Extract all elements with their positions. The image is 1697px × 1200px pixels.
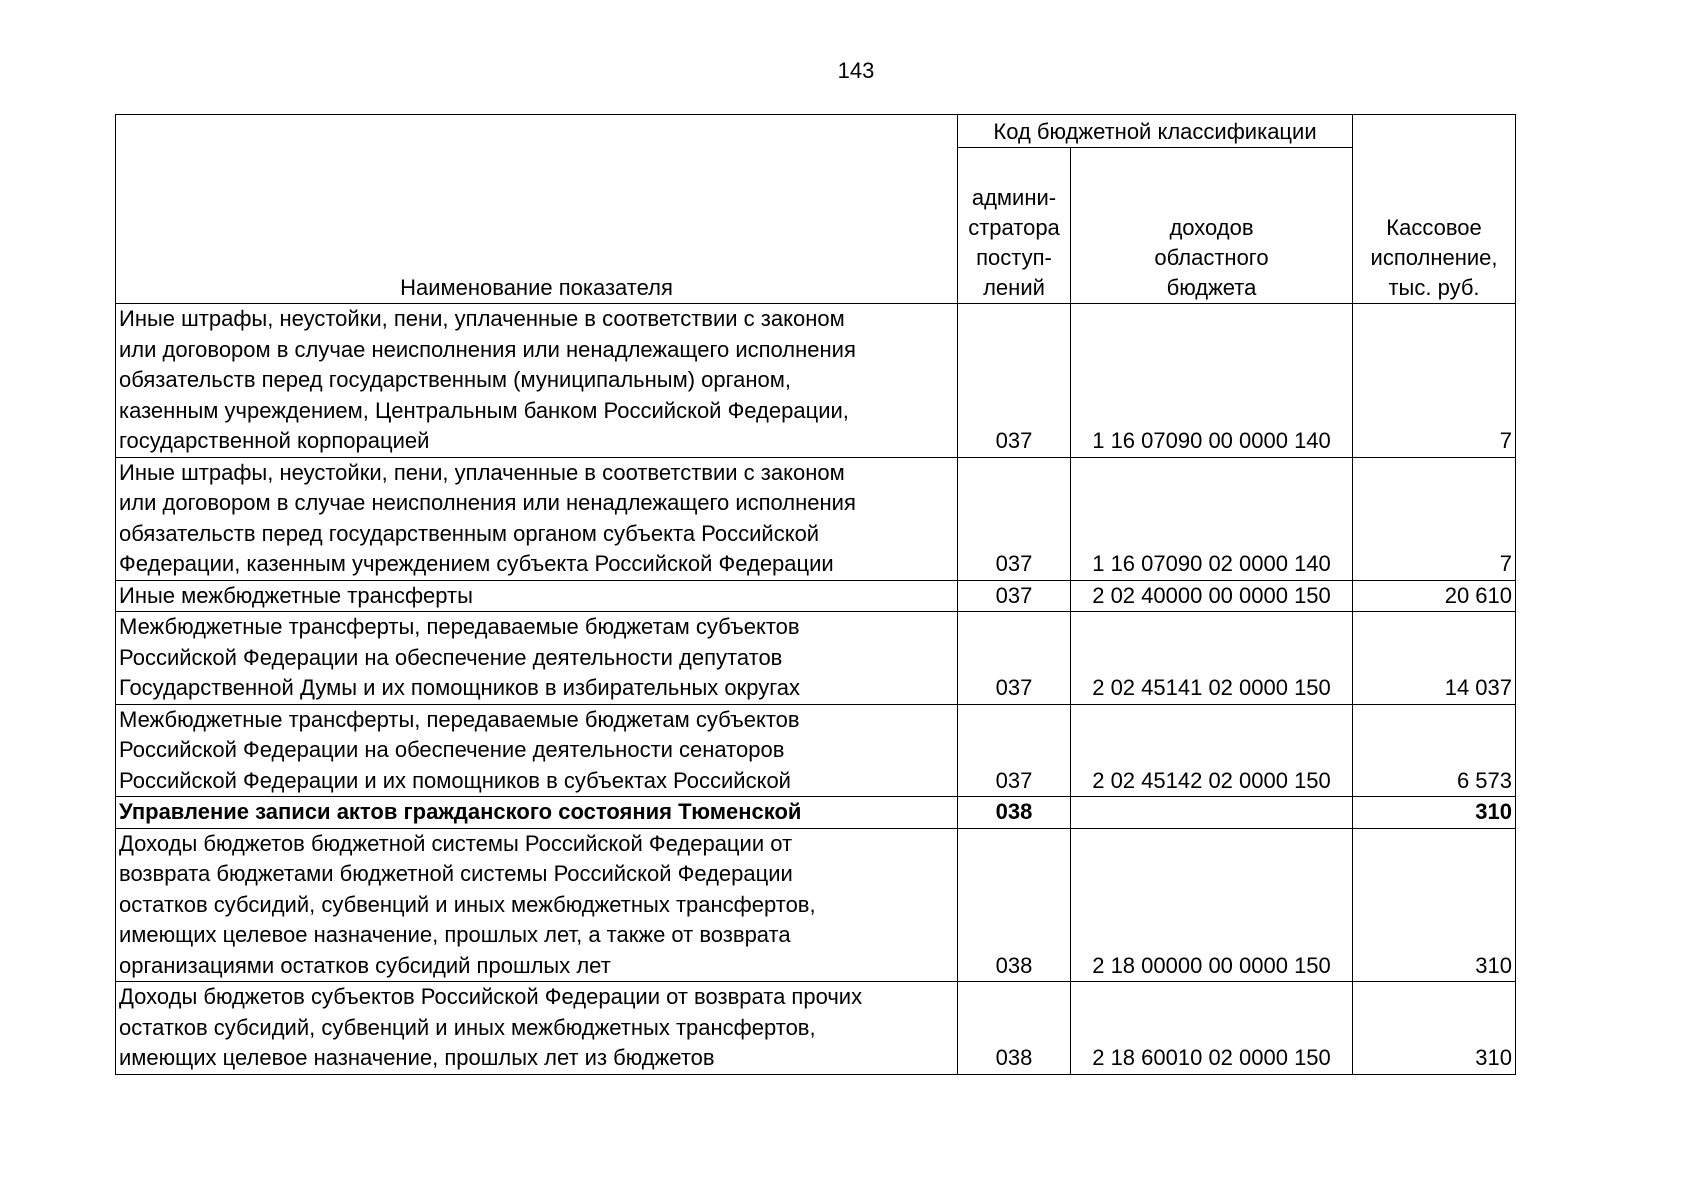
row-name-line: Иные штрафы, неустойки, пени, уплаченные в соответствии с законом	[119, 306, 845, 331]
row-name	[116, 797, 958, 829]
row-name-line: Межбюджетные трансферты, передаваемые бюджетам субъектов	[119, 614, 800, 639]
row-kbk-code: 2 18 60010 02 0000 150	[1071, 982, 1353, 1075]
row-kbk-code: 1 16 07090 02 0000 140	[1071, 457, 1353, 580]
page-number: 143	[837, 58, 875, 83]
row-kbk-code: 2 02 45142 02 0000 150	[1071, 704, 1353, 797]
header-kbk-line: доходов	[1169, 215, 1254, 240]
row-name-line: государственной корпорацией	[119, 428, 430, 453]
row-name-line: Российской Федерации на обеспечение деятельности депутатов	[119, 644, 783, 670]
row-name	[116, 704, 958, 797]
row-admin-code: 037	[958, 304, 1071, 458]
row-kbk-code	[1071, 797, 1353, 829]
header-name: Наименование показателя	[116, 115, 958, 304]
row-name-line: имеющих целевое назначение, прошлых лет из бюджетов	[119, 1045, 715, 1070]
header-amount-line: исполнение,	[1370, 245, 1498, 270]
row-name-line: Управление записи актов гражданского состояния Тюменской	[119, 799, 802, 824]
row-kbk-code: 2 18 00000 00 0000 150	[1071, 828, 1353, 982]
row-kbk-code: 2 02 45141 02 0000 150	[1071, 612, 1353, 705]
row-kbk-code: 1 16 07090 00 0000 140	[1071, 304, 1353, 458]
header-admin-line: админи-	[971, 185, 1057, 210]
header-amount-line: Кассовое	[1386, 215, 1482, 240]
row-amount: 7	[1353, 304, 1516, 458]
row-name-line: Доходы бюджетов бюджетной системы Российской Федерации от	[119, 830, 793, 856]
row-admin-code: 037	[958, 457, 1071, 580]
header-kbk-line: областного	[1154, 245, 1269, 270]
row-name-line: казенным учреждением, Центральным банком Российской Федерации,	[119, 397, 849, 423]
row-name-line: или договором в случае неисполнения или ненадлежащего исполнения	[119, 336, 856, 362]
row-name-line: обязательств перед государственным (муниципальным) органом,	[119, 367, 792, 392]
row-name-line: возврата бюджетами бюджетной системы Российской Федерации	[119, 861, 793, 886]
row-name-line: Российской Федерации на обеспечение деятельности сенаторов	[119, 737, 785, 762]
row-name-line: остатков субсидий, субвенций и иных межбюджетных трансфертов,	[119, 891, 816, 917]
row-name-line: Российской Федерации и их помощников в субъектах Российской	[119, 767, 791, 793]
row-name	[116, 828, 958, 982]
row-amount: 310	[1353, 797, 1516, 829]
row-name-line: Государственной Думы и их помощников в избирательных округах	[119, 675, 801, 700]
row-kbk-code: 2 02 40000 00 0000 150	[1071, 580, 1353, 612]
row-amount: 310	[1353, 828, 1516, 982]
row-name-line: Межбюджетные трансферты, передаваемые бюджетам субъектов	[119, 706, 800, 732]
row-name-line: остатков субсидий, субвенций и иных межбюджетных трансфертов,	[119, 1014, 816, 1040]
table-row	[116, 704, 1516, 797]
budget-table	[115, 114, 1516, 1075]
table-body	[116, 304, 1516, 1075]
header-admin-line: лений	[983, 275, 1045, 300]
header-admin-line: поступ-	[976, 245, 1052, 270]
header-amount-line: тыс. руб.	[1388, 275, 1480, 300]
row-admin-code: 038	[958, 982, 1071, 1075]
row-name-line: имеющих целевое назначение, прошлых лет, а также от возврата	[119, 922, 791, 947]
table-row	[116, 457, 1516, 580]
header-kbk-line: бюджета	[1166, 275, 1257, 300]
header-kbk	[1071, 148, 1353, 304]
row-admin-code: 037	[958, 580, 1071, 612]
table-row	[116, 304, 1516, 458]
table-row	[116, 797, 1516, 829]
row-name-line: обязательств перед государственным органом субъекта Российской	[119, 520, 820, 546]
row-admin-code: 037	[958, 704, 1071, 797]
table-row	[116, 982, 1516, 1075]
row-amount: 310	[1353, 982, 1516, 1075]
header-admin-line: стратора	[968, 215, 1060, 240]
row-name-line: Иные штрафы, неустойки, пени, уплаченные в соответствии с законом	[119, 459, 845, 485]
header-amount	[1353, 115, 1516, 304]
row-amount: 14 037	[1353, 612, 1516, 705]
row-name-line: организациями остатков субсидий прошлых лет	[119, 952, 611, 978]
row-name	[116, 982, 958, 1075]
row-amount: 20 610	[1353, 580, 1516, 612]
table-header	[116, 115, 1516, 304]
row-name-line: Иные межбюджетные трансферты	[119, 582, 473, 608]
row-admin-code: 037	[958, 612, 1071, 705]
table-row	[116, 612, 1516, 705]
table-row	[116, 828, 1516, 982]
row-name	[116, 580, 958, 612]
row-name-line: Доходы бюджетов субъектов Российской Федерации от возврата прочих	[119, 984, 863, 1009]
row-admin-code: 038	[958, 828, 1071, 982]
header-code-group: Код бюджетной классификации	[958, 115, 1353, 148]
row-amount: 7	[1353, 457, 1516, 580]
header-admin	[958, 148, 1071, 304]
row-admin-code: 038	[958, 797, 1071, 829]
row-name	[116, 612, 958, 705]
row-name	[116, 457, 958, 580]
row-amount: 6 573	[1353, 704, 1516, 797]
table-row	[116, 580, 1516, 612]
row-name	[116, 304, 958, 458]
row-name-line: Федерации, казенным учреждением субъекта Российской Федерации	[119, 551, 834, 576]
row-name-line: или договором в случае неисполнения или ненадлежащего исполнения	[119, 490, 856, 515]
